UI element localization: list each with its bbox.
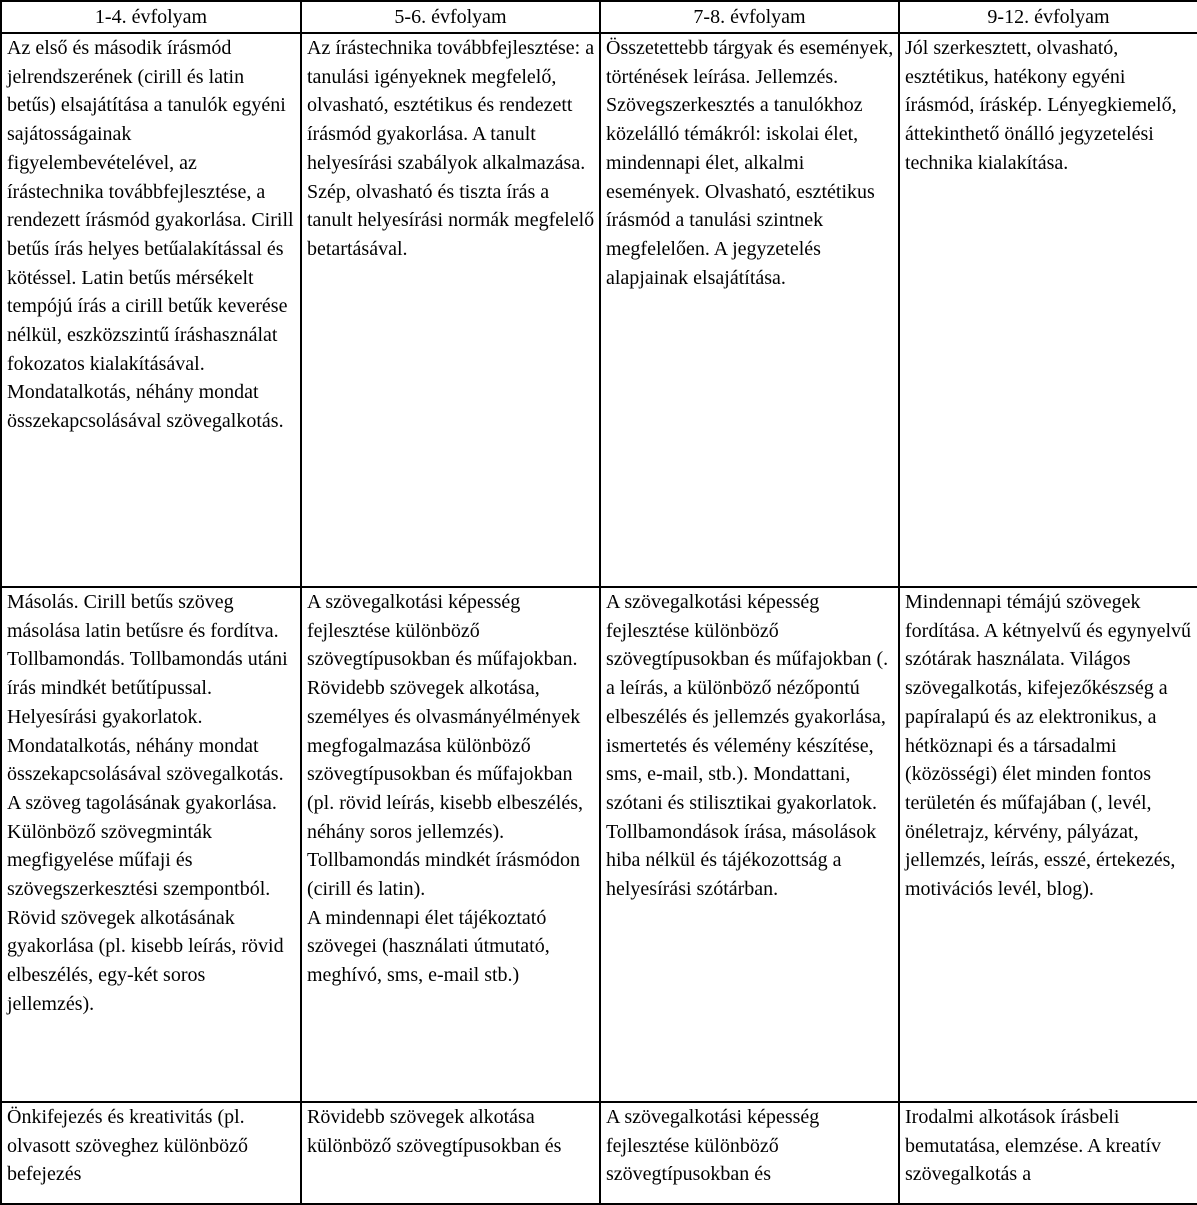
- table-cell: [1, 587, 301, 1102]
- cell-text: Az írástechnika továbbfejlesztése: a tanulási igényeknek megfelelő, olvasható, esztétikus és rendezett írásmód gyakorlása. A tanult helyesírási szabályok alkalmazása. Szép, olvasható és tiszta írás a tanult helyesírási normák megfelelő betartásával.: [307, 37, 595, 260]
- cell-text: Irodalmi alkotások írásbeli bemutatása, elemzése. A kreatív szövegalkotás a: [905, 1106, 1162, 1186]
- table-cell: [1, 33, 301, 587]
- cell-text: Jól szerkesztett, olvasható, esztétikus, hatékony egyéni írásmód, íráskép. Lényegkiemelő, áttekinthető önálló jegyzetelési technika kialakítása.: [905, 37, 1177, 174]
- table-cell: [899, 33, 1197, 587]
- table-cell: [301, 587, 600, 1102]
- cell-text: Összetettebb tárgyak és események, történések leírása. Jellemzés. Szövegszerkesztés a tanulókhoz közelálló témákról: iskolai élet, mindennapi élet, alkalmi események. Olvasható, esztétikus írásmód a tanulási szintnek megfelelően. A jegyzetelés alapjainak elsajátítása.: [606, 37, 894, 289]
- table-row: [1, 1102, 1197, 1204]
- header-grade-5-6: 5-6. évfolyam: [301, 1, 600, 33]
- table-cell: [899, 1102, 1197, 1204]
- table-cell: [301, 1102, 600, 1204]
- table-cell: [301, 33, 600, 587]
- header-grade-7-8: 7-8. évfolyam: [600, 1, 899, 33]
- table-cell: [600, 1102, 899, 1204]
- cell-text: A szövegalkotási képesség fejlesztése különböző szövegtípusokban és műfajokban. Rövidebb szövegek alkotása, személyes és olvasmányélmények megfogalmazása különböző szövegtípusokban és műfajokban (pl. rövid leírás, kisebb elbeszélés, néhány soros jellemzés). Tollbamondás mindkét írásmódon (cirill és latin). A mindennapi élet tájékoztató szövegei (használati útmutató, meghívó, sms, e-mail stb.): [307, 591, 584, 987]
- cell-text: Mindennapi témájú szövegek fordítása. A kétnyelvű és egynyelvű szótárak használata. Világos szövegalkotás, kifejezőkészség a papíralapú és az elektronikus, a hétköznapi és a társadalmi (közösségi) élet minden fontos területén és műfajában (, levél, önéletrajz, kérvény, pályázat, jellemzés, leírás, esszé, értekezés, motivációs levél, blog).: [905, 591, 1192, 901]
- table-row: [1, 33, 1197, 587]
- table-row: [1, 587, 1197, 1102]
- header-row: [1, 1, 1197, 33]
- cell-text: Rövidebb szövegek alkotása különböző szövegtípusokban és: [307, 1106, 562, 1157]
- cell-text: A szövegalkotási képesség fejlesztése különböző szövegtípusokban és: [606, 1106, 820, 1186]
- header-grade-1-4: 1-4. évfolyam: [1, 1, 301, 33]
- cell-text: A szövegalkotási képesség fejlesztése különböző szövegtípusokban és műfajokban (. a leírás, a különböző nézőpontú elbeszélés és jellemzés gyakorlása, ismertetés és vélemény készítése, sms, e-mail, stb.). Mondattani, szótani és stilisztikai gyakorlatok. Tollbamondások írása, másolások hiba nélkül és tájékozottság a helyesírási szótárban.: [606, 591, 889, 901]
- table-cell: [600, 587, 899, 1102]
- table-cell: [600, 33, 899, 587]
- cell-text: Másolás. Cirill betűs szöveg másolása latin betűsre és fordítva. Tollbamondás. Tollbamondás utáni írás mindkét betűtípussal. Helyesírási gyakorlatok. Mondatalkotás, néhány mondat összekapcsolásával szövegalkotás. A szöveg tagolásának gyakorlása. Különböző szövegminták megfigyelése műfaji és szövegszerkesztési szempontból. Rövid szövegek alkotásának gyakorlása (pl. kisebb leírás, rövid elbeszélés, egy-két soros jellemzés).: [7, 591, 288, 1015]
- header-grade-9-12: 9-12. évfolyam: [899, 1, 1197, 33]
- cell-text: Az első és második írásmód jelrendszerének (cirill és latin betűs) elsajátítása a tanulók egyéni sajátosságainak figyelembevételével, az írástechnika továbbfejlesztése, a rendezett írásmód gyakorlása. Cirill betűs írás helyes betűalakítással és kötéssel. Latin betűs mérsékelt tempójú írás a cirill betűk keverése nélkül, eszközszintű íráshasználat fokozatos kialakításával. Mondatalkotás, néhány mondat összekapcsolásával szövegalkotás.: [7, 37, 294, 433]
- table-cell: [899, 587, 1197, 1102]
- table-cell: [1, 1102, 301, 1204]
- cell-text: Önkifejezés és kreativitás (pl. olvasott szöveghez különböző befejezés: [7, 1106, 249, 1186]
